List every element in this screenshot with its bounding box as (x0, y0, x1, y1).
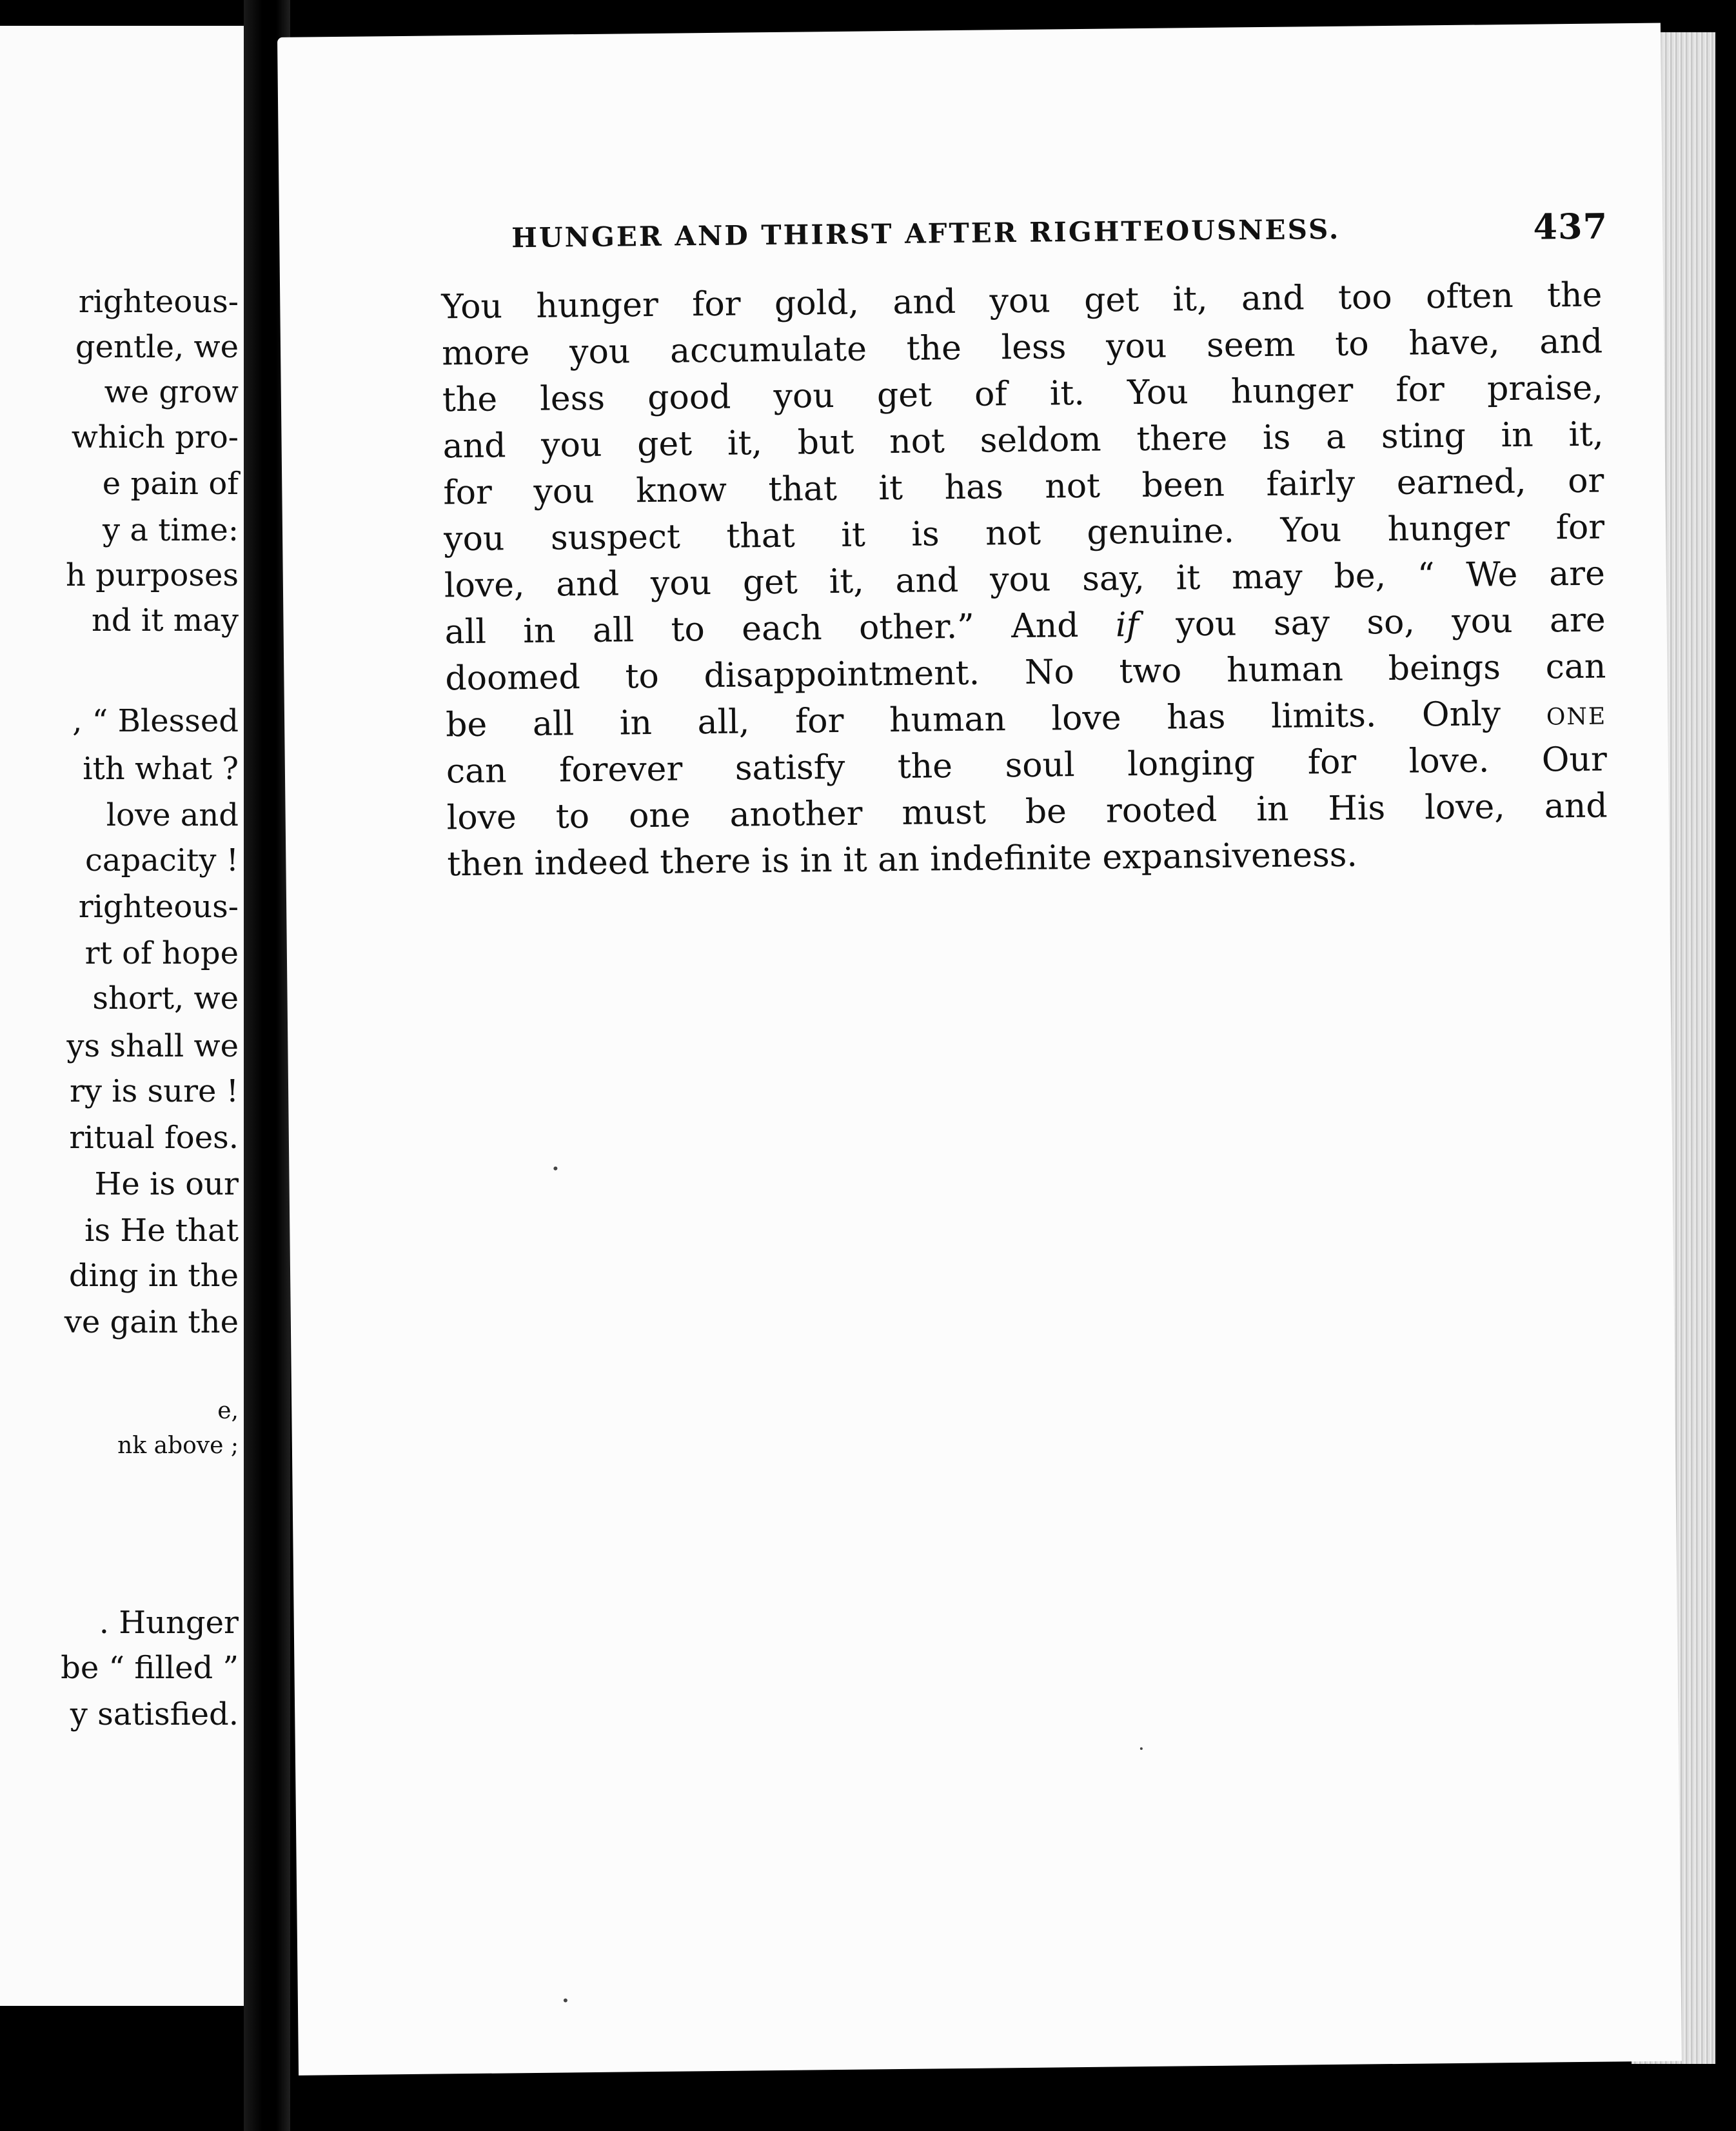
left-page-line: h purposes (65, 557, 239, 593)
left-page-line: nd it may (91, 602, 239, 639)
left-page-line: . Hunger (99, 1605, 239, 1641)
left-page-line: rt of hope (84, 935, 239, 971)
paragraph-line: love to one another must be rooted in His love, and (446, 786, 1608, 838)
left-page-line: which pro- (71, 419, 239, 455)
left-page-line: we grow (104, 374, 239, 410)
left-page-line: e, (217, 1398, 239, 1424)
paragraph-line: you suspect that it is not genuine. You hunger for (443, 508, 1605, 559)
paragraph-line: can forever satisfy the soul longing for love. Our (446, 740, 1608, 791)
left-page-line: He is our (94, 1166, 239, 1202)
left-page-line: be “ filled ” (61, 1650, 239, 1686)
left-page-line: ys shall we (66, 1028, 239, 1064)
left-page-line: gentle, we (75, 329, 239, 365)
paragraph-line: for you know that it has not been fairly earned, or (443, 461, 1604, 513)
body-paragraph (441, 272, 1608, 888)
paragraph-line: You hunger for gold, and you get it, and too often the (441, 275, 1603, 327)
left-page-line: nk above ; (117, 1432, 239, 1459)
left-page-line: ve gain the (64, 1304, 239, 1340)
page-number: 437 (1533, 205, 1608, 248)
speck (553, 1167, 557, 1171)
paragraph-line: love, and you get it, and you say, it may be, “ We are (444, 554, 1606, 606)
left-page-line: love and (106, 797, 239, 833)
left-page-line: , “ Blessed (72, 703, 239, 739)
left-page-line: ith what ? (83, 751, 239, 787)
left-page-line: short, we (92, 980, 239, 1016)
left-page-line: ritual foes. (69, 1120, 239, 1156)
paragraph-line: all in all to each other.” And if you say so, you are (444, 600, 1606, 652)
left-page-line: capacity ! (84, 842, 239, 878)
left-page-line: e pain of (102, 466, 239, 502)
paragraph-line: more you accumulate the less you seem to have, and (441, 322, 1603, 373)
left-page-line: ry is sure ! (69, 1073, 239, 1109)
left-page (0, 26, 244, 2006)
paragraph-line: be all in all, for human love has limits. Only one (445, 693, 1607, 745)
paragraph-line: the less good you get of it. You hunger for praise, (442, 368, 1604, 420)
left-page-line: ding in the (68, 1258, 239, 1294)
left-page-line: is He that (84, 1213, 239, 1249)
running-head-title: HUNGER AND THIRST AFTER RIGHTEOUSNESS. (511, 213, 1341, 254)
paragraph-line: and you get it, but not seldom there is a sting in it, (442, 415, 1604, 466)
paragraph-line: doomed to disappointment. No two human beings can (445, 647, 1606, 699)
speck (564, 1998, 567, 2002)
left-page-line: y a time: (103, 512, 239, 548)
right-page (277, 23, 1682, 2076)
left-page-line: righteous- (78, 889, 239, 925)
left-page-line: righteous- (78, 284, 239, 320)
paragraph-line: then indeed there is in it an indefinite expansiveness. (447, 835, 1358, 884)
speck (1140, 1747, 1143, 1750)
running-head (511, 205, 1608, 254)
left-page-line: y satisfied. (70, 1696, 239, 1732)
